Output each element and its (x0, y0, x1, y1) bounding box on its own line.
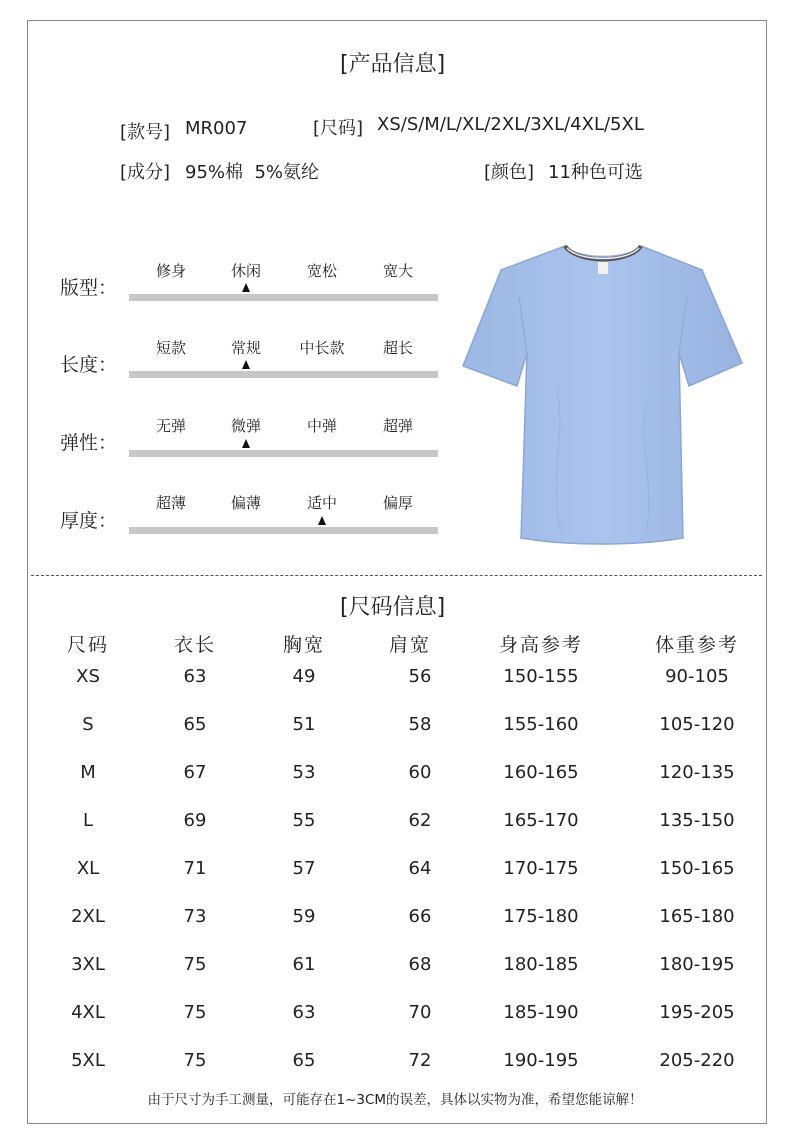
table-cell: 205-220 (659, 1050, 735, 1071)
attribute-label: 版型： (60, 277, 118, 299)
table-cell: 195-205 (659, 1002, 735, 1023)
style-no-label: [款号] (120, 122, 171, 143)
attribute-option: 微弹 (230, 417, 261, 435)
table-cell: 60 (408, 762, 432, 783)
table-header: 体重参考 (654, 634, 739, 656)
table-cell: 180-185 (503, 954, 579, 975)
table-cell: 2XL (71, 906, 105, 927)
tshirt-image (457, 238, 749, 550)
table-cell: 56 (408, 666, 432, 687)
selected-marker-icon (242, 439, 250, 448)
table-cell: 71 (183, 858, 207, 879)
table-cell: 180-195 (659, 954, 735, 975)
selected-marker-icon (242, 360, 250, 369)
product-info-title: [产品信息] (340, 52, 446, 77)
table-cell: 66 (408, 906, 432, 927)
table-cell: 105-120 (659, 714, 735, 735)
attribute-label: 弹性： (60, 432, 118, 454)
table-cell: 4XL (71, 1002, 105, 1023)
section-divider (31, 575, 762, 576)
table-cell: 55 (292, 810, 316, 831)
attribute-option: 超弹 (382, 417, 413, 435)
attribute-label: 厚度： (60, 510, 118, 532)
table-cell: 170-175 (503, 858, 579, 879)
table-cell: XL (76, 858, 100, 879)
table-cell: 62 (408, 810, 432, 831)
table-cell: 69 (183, 810, 207, 831)
material-label: [成分] (120, 162, 171, 183)
table-cell: 65 (292, 1050, 316, 1071)
selected-marker-icon (318, 516, 326, 525)
attribute-option: 适中 (306, 494, 337, 512)
table-cell: 190-195 (503, 1050, 579, 1071)
color-label: [颜色] (484, 162, 535, 183)
attribute-option: 修身 (155, 262, 186, 280)
table-cell: 59 (292, 906, 316, 927)
table-header: 衣长 (173, 634, 216, 656)
attribute-option: 休闲 (230, 262, 261, 280)
table-cell: 90-105 (665, 666, 729, 687)
attribute-option: 中长款 (299, 339, 345, 357)
attribute-option: 常规 (230, 339, 261, 357)
table-cell: 61 (292, 954, 316, 975)
attribute-option: 宽大 (382, 262, 413, 280)
table-cell: 51 (292, 714, 316, 735)
table-cell: 49 (292, 666, 316, 687)
table-cell: 120-135 (659, 762, 735, 783)
attribute-option: 中弹 (306, 417, 337, 435)
attribute-bar (129, 527, 438, 534)
table-header: 肩宽 (388, 634, 431, 656)
attribute-option: 无弹 (155, 417, 186, 435)
table-cell: L (82, 810, 94, 831)
table-cell: XS (76, 666, 100, 687)
measurement-note: 由于尺寸为手工测量，可能存在1~3CM的误差，具体以实物为准，希望您能谅解！ (147, 1092, 643, 1108)
table-cell: 63 (183, 666, 207, 687)
attribute-option: 超长 (382, 339, 413, 357)
attribute-bar (129, 294, 438, 301)
table-header: 身高参考 (498, 634, 583, 656)
table-cell: 5XL (71, 1050, 105, 1071)
table-header: 尺码 (66, 634, 109, 656)
table-cell: 75 (183, 1050, 207, 1071)
table-cell: 165-170 (503, 810, 579, 831)
table-cell: 53 (292, 762, 316, 783)
table-cell: 64 (408, 858, 432, 879)
size-list: XS/S/M/L/XL/2XL/3XL/4XL/5XL (377, 114, 644, 135)
table-cell: 160-165 (503, 762, 579, 783)
attribute-option: 偏薄 (230, 494, 261, 512)
table-cell: 73 (183, 906, 207, 927)
attribute-option: 宽松 (306, 262, 337, 280)
table-cell: 75 (183, 954, 207, 975)
size-info-title: [尺码信息] (340, 595, 446, 620)
table-cell: 165-180 (659, 906, 735, 927)
table-cell: 67 (183, 762, 207, 783)
attribute-option: 超薄 (155, 494, 186, 512)
table-header: 胸宽 (282, 634, 325, 656)
table-cell: 58 (408, 714, 432, 735)
table-cell: S (82, 714, 94, 735)
table-cell: 175-180 (503, 906, 579, 927)
attribute-bar (129, 450, 438, 457)
table-cell: 75 (183, 1002, 207, 1023)
table-cell: 150-165 (659, 858, 735, 879)
table-cell: 70 (408, 1002, 432, 1023)
style-no-value: MR007 (185, 118, 248, 139)
selected-marker-icon (242, 283, 250, 292)
size-label: [尺码] (313, 118, 364, 139)
table-cell: 57 (292, 858, 316, 879)
table-cell: 135-150 (659, 810, 735, 831)
table-cell: 185-190 (503, 1002, 579, 1023)
table-cell: 65 (183, 714, 207, 735)
attribute-option: 偏厚 (382, 494, 413, 512)
table-cell: 155-160 (503, 714, 579, 735)
table-cell: M (80, 762, 96, 783)
table-cell: 150-155 (503, 666, 579, 687)
attribute-label: 长度： (60, 354, 118, 376)
table-cell: 63 (292, 1002, 316, 1023)
attribute-bar (129, 371, 438, 378)
table-cell: 68 (408, 954, 432, 975)
material-value: 95%棉 5%氨纶 (185, 162, 320, 183)
table-cell: 3XL (71, 954, 105, 975)
table-cell: 72 (408, 1050, 432, 1071)
attribute-option: 短款 (155, 339, 186, 357)
color-value: 11种色可选 (548, 162, 643, 183)
